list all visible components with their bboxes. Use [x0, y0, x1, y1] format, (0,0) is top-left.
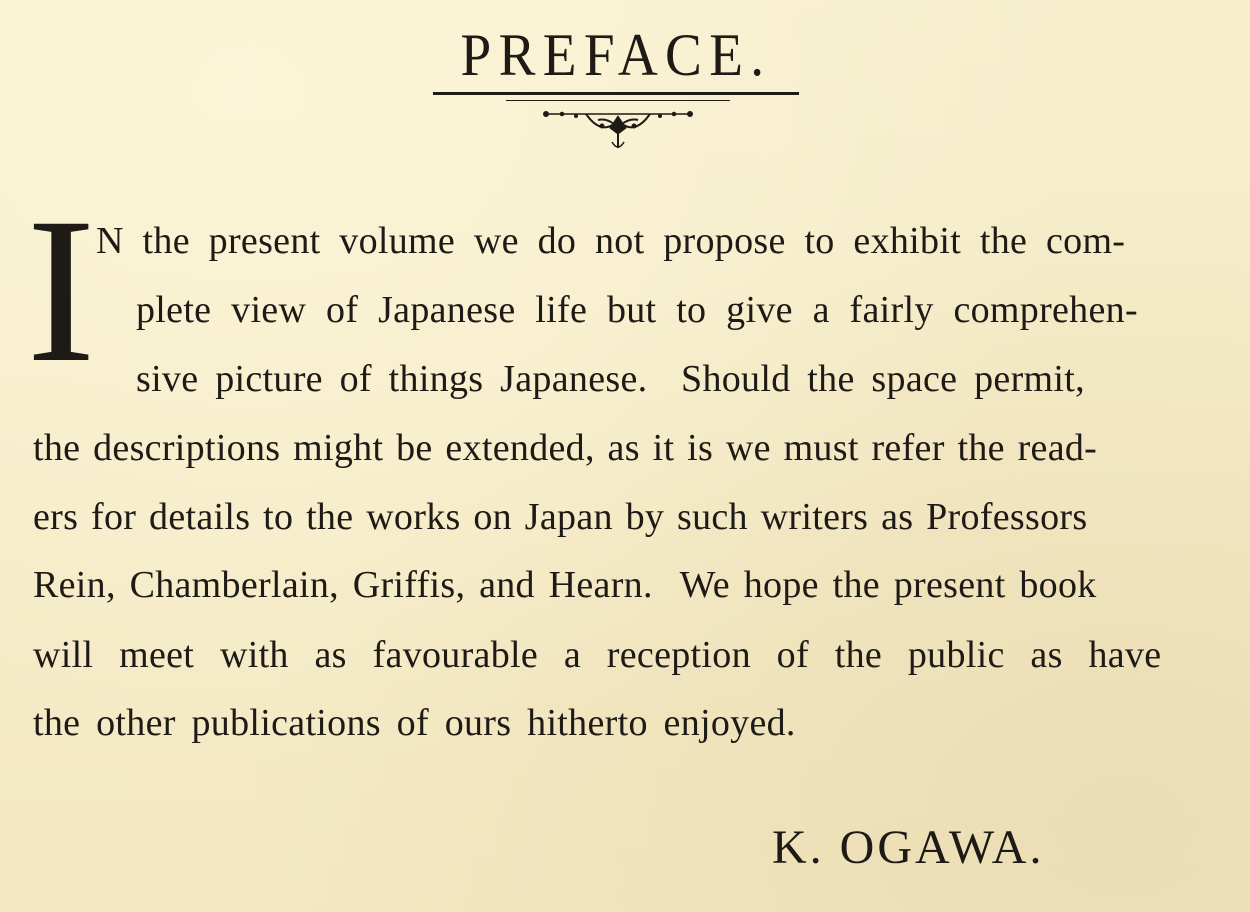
- drop-cap-text: I: [26, 175, 96, 405]
- body-line: ers for details to the works on Japan by such writers as Professors: [33, 496, 1088, 538]
- drop-cap-letter: [26, 175, 96, 405]
- body-line: the other publications of ours hitherto enjoyed.: [33, 702, 796, 744]
- body-line: Rein, Chamberlain, Griffis, and Hearn. We hope the present book: [33, 564, 1097, 606]
- body-line: N the present volume we do not propose to exhibit the com-: [96, 220, 1126, 262]
- body-line: sive picture of things Japanese. Should the space permit,: [136, 358, 1085, 400]
- author-signature: K. OGAWA.: [772, 821, 1045, 874]
- fleuron-ornament-icon: [540, 104, 696, 154]
- page-title: PREFACE.: [460, 22, 772, 88]
- body-line: plete view of Japanese life but to give a fairly comprehen-: [136, 289, 1138, 331]
- title-rule-thick: [433, 92, 799, 95]
- body-line: will meet with as favourable a reception of the public as have: [33, 634, 1162, 676]
- title-rule-thin: [506, 100, 730, 101]
- body-line: the descriptions might be extended, as it is we must refer the read-: [33, 427, 1098, 469]
